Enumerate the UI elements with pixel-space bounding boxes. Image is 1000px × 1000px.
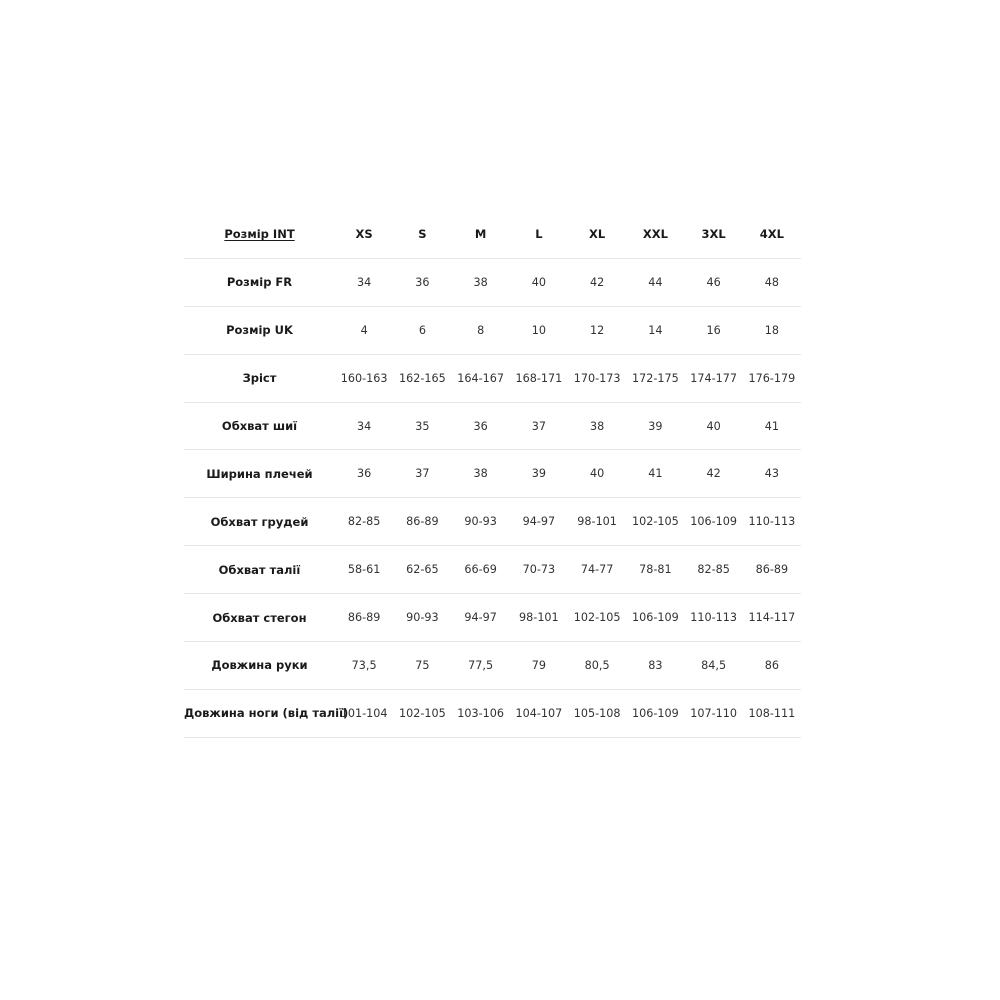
table-cell: 104-107 — [510, 689, 568, 737]
table-cell: 37 — [393, 450, 451, 498]
table-cell: 101-104 — [335, 689, 393, 737]
table-row — [184, 689, 801, 737]
table-cell: 82-85 — [685, 546, 743, 594]
table-cell: 86 — [743, 642, 801, 690]
table-row — [184, 306, 801, 354]
table-row — [184, 402, 801, 450]
table-cell: 86-89 — [335, 594, 393, 642]
table-cell: 114-117 — [743, 594, 801, 642]
size-header: L — [510, 211, 568, 258]
header-label — [184, 211, 335, 258]
table-cell: 66-69 — [452, 546, 510, 594]
table-cell: 40 — [510, 258, 568, 306]
table-cell: 103-106 — [452, 689, 510, 737]
table-cell: 38 — [568, 402, 626, 450]
size-chart-table — [184, 211, 801, 738]
table-cell: 110-113 — [743, 498, 801, 546]
row-label: Обхват талії — [184, 546, 335, 594]
table-cell: 98-101 — [568, 498, 626, 546]
table-cell: 42 — [568, 258, 626, 306]
table-cell: 106-109 — [626, 594, 684, 642]
table-row — [184, 498, 801, 546]
table-cell: 172-175 — [626, 354, 684, 402]
table-cell: 160-163 — [335, 354, 393, 402]
table-cell: 37 — [510, 402, 568, 450]
table-row — [184, 450, 801, 498]
table-cell: 106-109 — [626, 689, 684, 737]
table-cell: 102-105 — [568, 594, 626, 642]
size-header: S — [393, 211, 451, 258]
table-cell: 73,5 — [335, 642, 393, 690]
table-cell: 42 — [685, 450, 743, 498]
table-cell: 12 — [568, 306, 626, 354]
table-cell: 39 — [626, 402, 684, 450]
size-header: XL — [568, 211, 626, 258]
row-label: Обхват шиї — [184, 402, 335, 450]
table-cell: 86-89 — [393, 498, 451, 546]
table-cell: 75 — [393, 642, 451, 690]
table-cell: 170-173 — [568, 354, 626, 402]
table-cell: 34 — [335, 402, 393, 450]
table-cell: 84,5 — [685, 642, 743, 690]
table-cell: 48 — [743, 258, 801, 306]
table-cell: 40 — [685, 402, 743, 450]
table-cell: 94-97 — [510, 498, 568, 546]
table-cell: 74-77 — [568, 546, 626, 594]
table-cell: 46 — [685, 258, 743, 306]
table-cell: 41 — [626, 450, 684, 498]
table-cell: 38 — [452, 258, 510, 306]
table-cell: 110-113 — [685, 594, 743, 642]
table-cell: 86-89 — [743, 546, 801, 594]
row-label: Ширина плечей — [184, 450, 335, 498]
table-cell: 78-81 — [626, 546, 684, 594]
table-cell: 43 — [743, 450, 801, 498]
table-cell: 176-179 — [743, 354, 801, 402]
row-label: Довжина руки — [184, 642, 335, 690]
table-cell: 58-61 — [335, 546, 393, 594]
row-label: Обхват стегон — [184, 594, 335, 642]
table-cell: 102-105 — [626, 498, 684, 546]
row-label: Обхват грудей — [184, 498, 335, 546]
table-cell: 35 — [393, 402, 451, 450]
table-cell: 83 — [626, 642, 684, 690]
table-cell: 174-177 — [685, 354, 743, 402]
table-cell: 4 — [335, 306, 393, 354]
table-cell: 36 — [393, 258, 451, 306]
table-cell: 79 — [510, 642, 568, 690]
row-label: Розмір FR — [184, 258, 335, 306]
table-cell: 41 — [743, 402, 801, 450]
table-cell: 18 — [743, 306, 801, 354]
size-header: 4XL — [743, 211, 801, 258]
table-cell: 8 — [452, 306, 510, 354]
size-header: 3XL — [685, 211, 743, 258]
table-row — [184, 642, 801, 690]
table-cell: 106-109 — [685, 498, 743, 546]
table-cell: 82-85 — [335, 498, 393, 546]
table-cell: 38 — [452, 450, 510, 498]
table-cell: 90-93 — [393, 594, 451, 642]
table-cell: 14 — [626, 306, 684, 354]
size-int-label: Розмір INT — [224, 227, 295, 242]
table-cell: 6 — [393, 306, 451, 354]
row-label: Зріст — [184, 354, 335, 402]
table-cell: 108-111 — [743, 689, 801, 737]
table-cell: 40 — [568, 450, 626, 498]
table-cell: 44 — [626, 258, 684, 306]
table-row — [184, 258, 801, 306]
table-cell: 36 — [335, 450, 393, 498]
table-cell: 80,5 — [568, 642, 626, 690]
table-cell: 62-65 — [393, 546, 451, 594]
table-cell: 102-105 — [393, 689, 451, 737]
table-cell: 36 — [452, 402, 510, 450]
table-cell: 94-97 — [452, 594, 510, 642]
size-header: XS — [335, 211, 393, 258]
row-label: Розмір UK — [184, 306, 335, 354]
size-header: XXL — [626, 211, 684, 258]
size-header: M — [452, 211, 510, 258]
table-cell: 77,5 — [452, 642, 510, 690]
table-cell: 70-73 — [510, 546, 568, 594]
table-row — [184, 546, 801, 594]
table-cell: 164-167 — [452, 354, 510, 402]
table-cell: 98-101 — [510, 594, 568, 642]
table-cell: 162-165 — [393, 354, 451, 402]
table-cell: 105-108 — [568, 689, 626, 737]
table-row — [184, 594, 801, 642]
table-cell: 39 — [510, 450, 568, 498]
table-cell: 107-110 — [685, 689, 743, 737]
table-row — [184, 354, 801, 402]
table-cell: 168-171 — [510, 354, 568, 402]
table-cell: 34 — [335, 258, 393, 306]
table-cell: 16 — [685, 306, 743, 354]
header-row — [184, 211, 801, 258]
table-cell: 10 — [510, 306, 568, 354]
table-cell: 90-93 — [452, 498, 510, 546]
size-rows — [184, 258, 801, 737]
row-label: Довжина ноги (від талії) — [184, 689, 335, 737]
